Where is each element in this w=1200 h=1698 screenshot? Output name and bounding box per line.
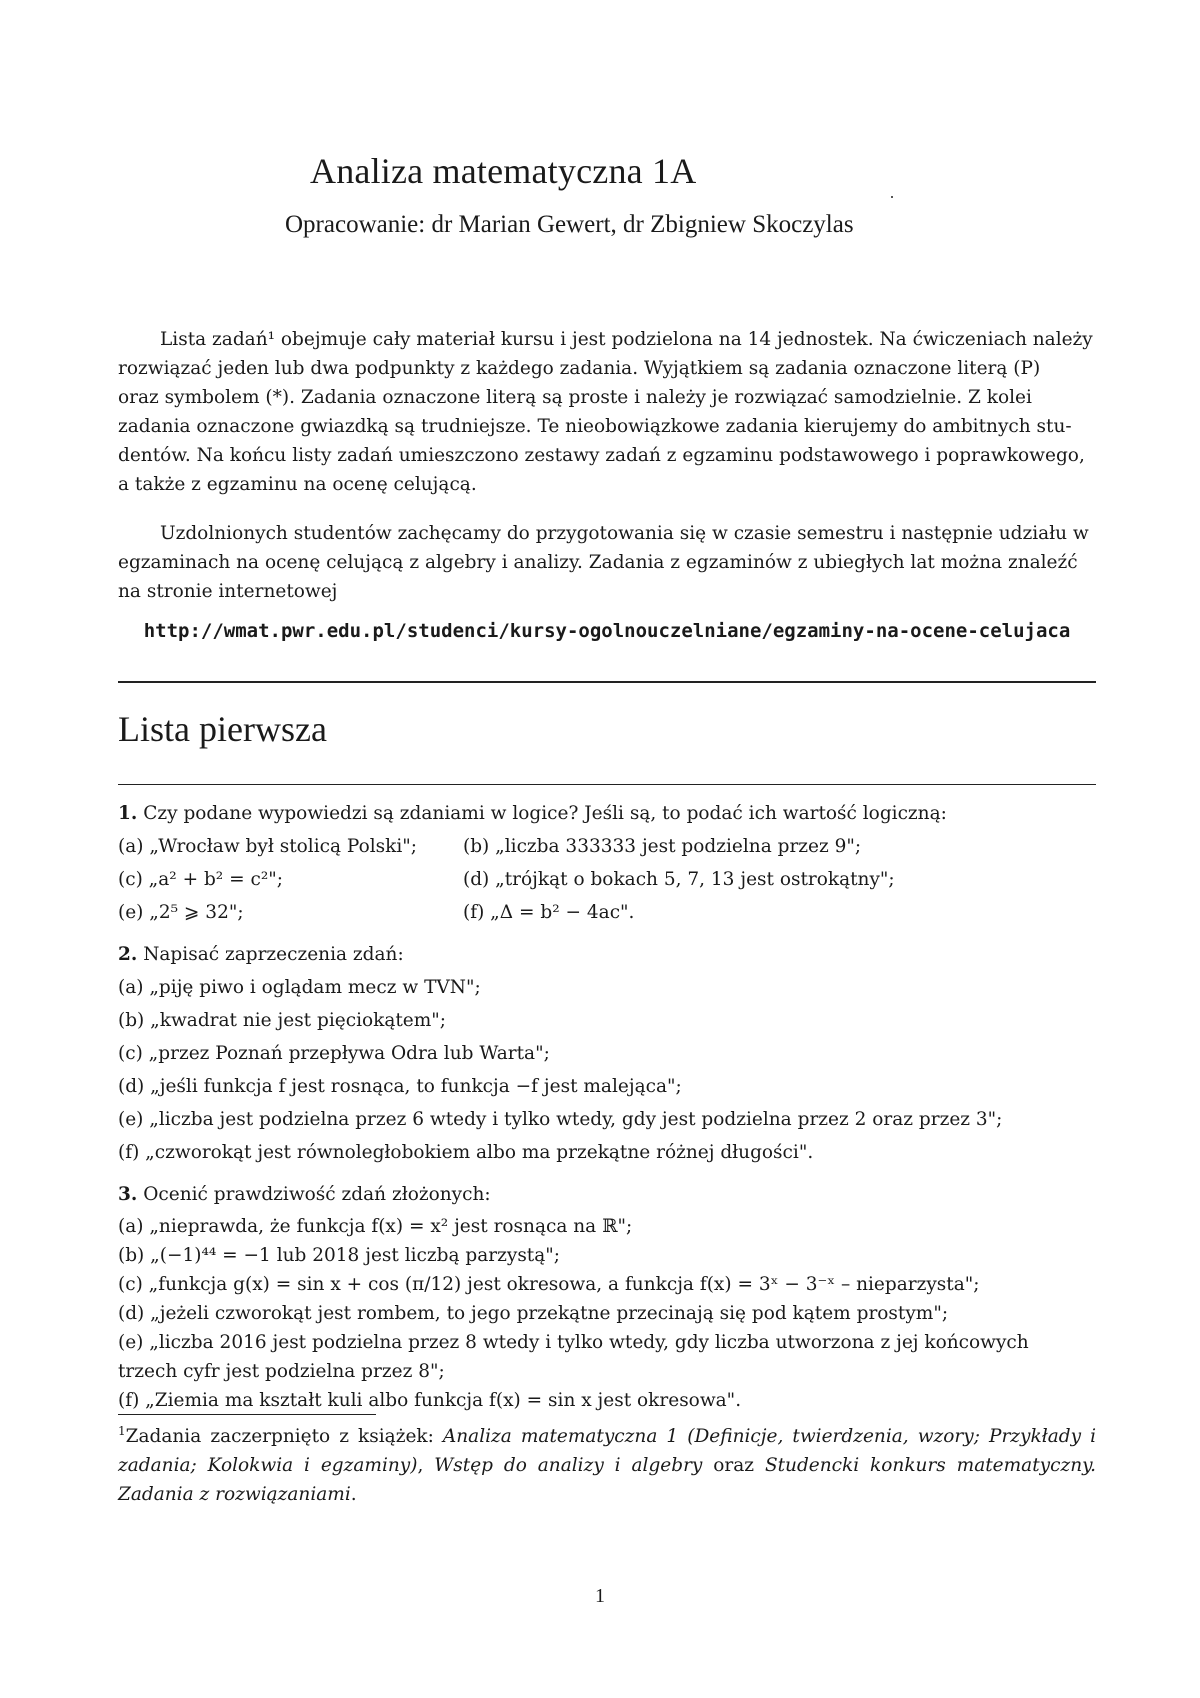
stray-dot <box>891 196 893 198</box>
problem-2-item: (e) „liczba jest podzielna przez 6 wtedy i tylko wtedy, gdy jest podzielna przez 2 oraz przez 3"; <box>118 1109 1003 1130</box>
problem-number: 1. <box>118 803 138 824</box>
problem-text: Czy podane wypowiedzi są zdaniami w logice? Jeśli są, to podać ich wartość logiczną: <box>143 803 947 824</box>
problem-3 <box>118 1184 491 1205</box>
exam-url-link[interactable]: http://wmat.pwr.edu.pl/studenci/kursy-ogolnouczelniane/egzaminy-na-ocene-celujaca <box>143 620 1071 642</box>
problem-number: 2. <box>118 944 138 965</box>
section-rule-bottom <box>118 784 1096 785</box>
footnote-mark: 1 <box>118 1423 126 1438</box>
intro-paragraph-1 <box>118 325 1096 499</box>
problem-2-item: (f) „czworokąt jest równoległobokiem albo ma przekątne różnej długości". <box>118 1142 814 1163</box>
footnote-rule <box>118 1414 376 1415</box>
problem-1-row-3 <box>118 902 635 923</box>
problem-2-item: (b) „kwadrat nie jest pięciokątem"; <box>118 1010 447 1031</box>
intro-line: na stronie internetowej <box>118 581 338 602</box>
document-title: Analiza matematyczna 1A <box>310 151 697 191</box>
problem-3-item: (d) „jeżeli czworokąt jest rombem, to jego przekątne przecinają się pod kątem prostym"; <box>118 1303 949 1324</box>
problem-3-item: (c) „funkcja g(x) = sin x + cos (π/12) jest okresowa, a funkcja f(x) = 3ˣ − 3⁻ˣ – nieparzysta"; <box>118 1274 980 1295</box>
problem-1-item-d: (d) „trójkąt o bokach 5, 7, 13 jest ostrokątny"; <box>463 869 895 890</box>
problem-1-row-1 <box>118 836 862 857</box>
intro-paragraph-2 <box>118 519 1096 606</box>
problem-number: 3. <box>118 1184 138 1205</box>
problem-3-item: (f) „Ziemia ma kształt kuli albo funkcja f(x) = sin x jest okresowa". <box>118 1390 742 1411</box>
problem-3-item: (e) „liczba 2016 jest podzielna przez 8 wtedy i tylko wtedy, gdy liczba utworzona z jej końcowych <box>118 1332 1029 1353</box>
footnote-sep: . <box>350 1484 357 1505</box>
footnote-lead: Zadania zaczerpnięto z książek: <box>125 1426 443 1447</box>
intro-line: zadania oznaczone gwiazdką są trudniejsze. Te nieobowiązkowe zadania kierujemy do ambitnych stu- <box>118 416 1072 437</box>
footnote-book-2: Wstęp do analizy i algebry <box>434 1455 703 1476</box>
problem-1 <box>118 803 947 824</box>
footnote-sep: , <box>417 1455 435 1476</box>
section-title: Lista pierwsza <box>118 709 327 749</box>
intro-line: egzaminach na ocenę celującą z algebry i analizy. Zadania z egzaminów z ubiegłych lat można znaleźć <box>118 552 1078 573</box>
footnote-sep: oraz <box>702 1455 765 1476</box>
problem-3-item: (a) „nieprawda, że funkcja f(x) = x² jest rosnąca na ℝ"; <box>118 1216 633 1237</box>
footnote-book-1: Analiza matematyczna 1 (Definicje, twierdzenia, wzory; Przykłady i zadania; Kolokwia i egzaminy) <box>118 1426 1097 1476</box>
problem-3-item: (b) „(−1)⁴⁴ = −1 lub 2018 jest liczbą parzystą"; <box>118 1245 561 1266</box>
intro-line: dentów. Na końcu listy zadań umieszczono zestawy zadań z egzaminu podstawowego i poprawkowego, <box>118 445 1085 466</box>
footnote-book-3: Studencki konkurs matematyczny. Zadania z rozwiązaniami <box>118 1455 1096 1505</box>
problem-text: Napisać zaprzeczenia zdań: <box>143 944 404 965</box>
problem-1-item-e: (e) „2⁵ ⩾ 32"; <box>118 902 244 923</box>
page-number: 1 <box>595 1585 605 1607</box>
intro-line: Lista zadań¹ obejmuje cały materiał kursu i jest podzielona na 14 jednostek. Na ćwiczeniach należy <box>160 329 1093 350</box>
problem-1-item-a: (a) „Wrocław był stolicą Polski"; <box>118 836 417 857</box>
footnote <box>118 1422 1096 1509</box>
problem-2-item: (a) „piję piwo i oglądam mecz w TVN"; <box>118 977 481 998</box>
intro-line: rozwiązać jeden lub dwa podpunkty z każdego zadania. Wyjątkiem są zadania oznaczone literą (P) <box>118 358 1041 379</box>
problem-2-item: (d) „jeśli funkcja f jest rosnąca, to funkcja −f jest malejąca"; <box>118 1076 682 1097</box>
document-subtitle: Opracowanie: dr Marian Gewert, dr Zbigniew Skoczylas <box>285 211 854 238</box>
intro-line: Uzdolnionych studentów zachęcamy do przygotowania się w czasie semestru i następnie udziału w <box>160 523 1089 544</box>
problem-1-row-2 <box>118 869 895 890</box>
problem-1-item-c: (c) „a² + b² = c²"; <box>118 869 284 890</box>
section-rule-top <box>118 681 1096 683</box>
problem-2-item: (c) „przez Poznań przepływa Odra lub Warta"; <box>118 1043 550 1064</box>
problem-1-item-f: (f) „Δ = b² − 4ac". <box>463 902 635 923</box>
intro-line: oraz symbolem (*). Zadania oznaczone literą są proste i należy je rozwiązać samodzielnie. Z kolei <box>118 387 1032 408</box>
problem-text: Ocenić prawdziwość zdań złożonych: <box>143 1184 491 1205</box>
problem-2 <box>118 944 404 965</box>
problem-3-item: trzech cyfr jest podzielna przez 8"; <box>118 1361 445 1382</box>
intro-line: a także z egzaminu na ocenę celującą. <box>118 474 477 495</box>
problem-1-item-b: (b) „liczba 333333 jest podzielna przez 9"; <box>463 836 862 857</box>
